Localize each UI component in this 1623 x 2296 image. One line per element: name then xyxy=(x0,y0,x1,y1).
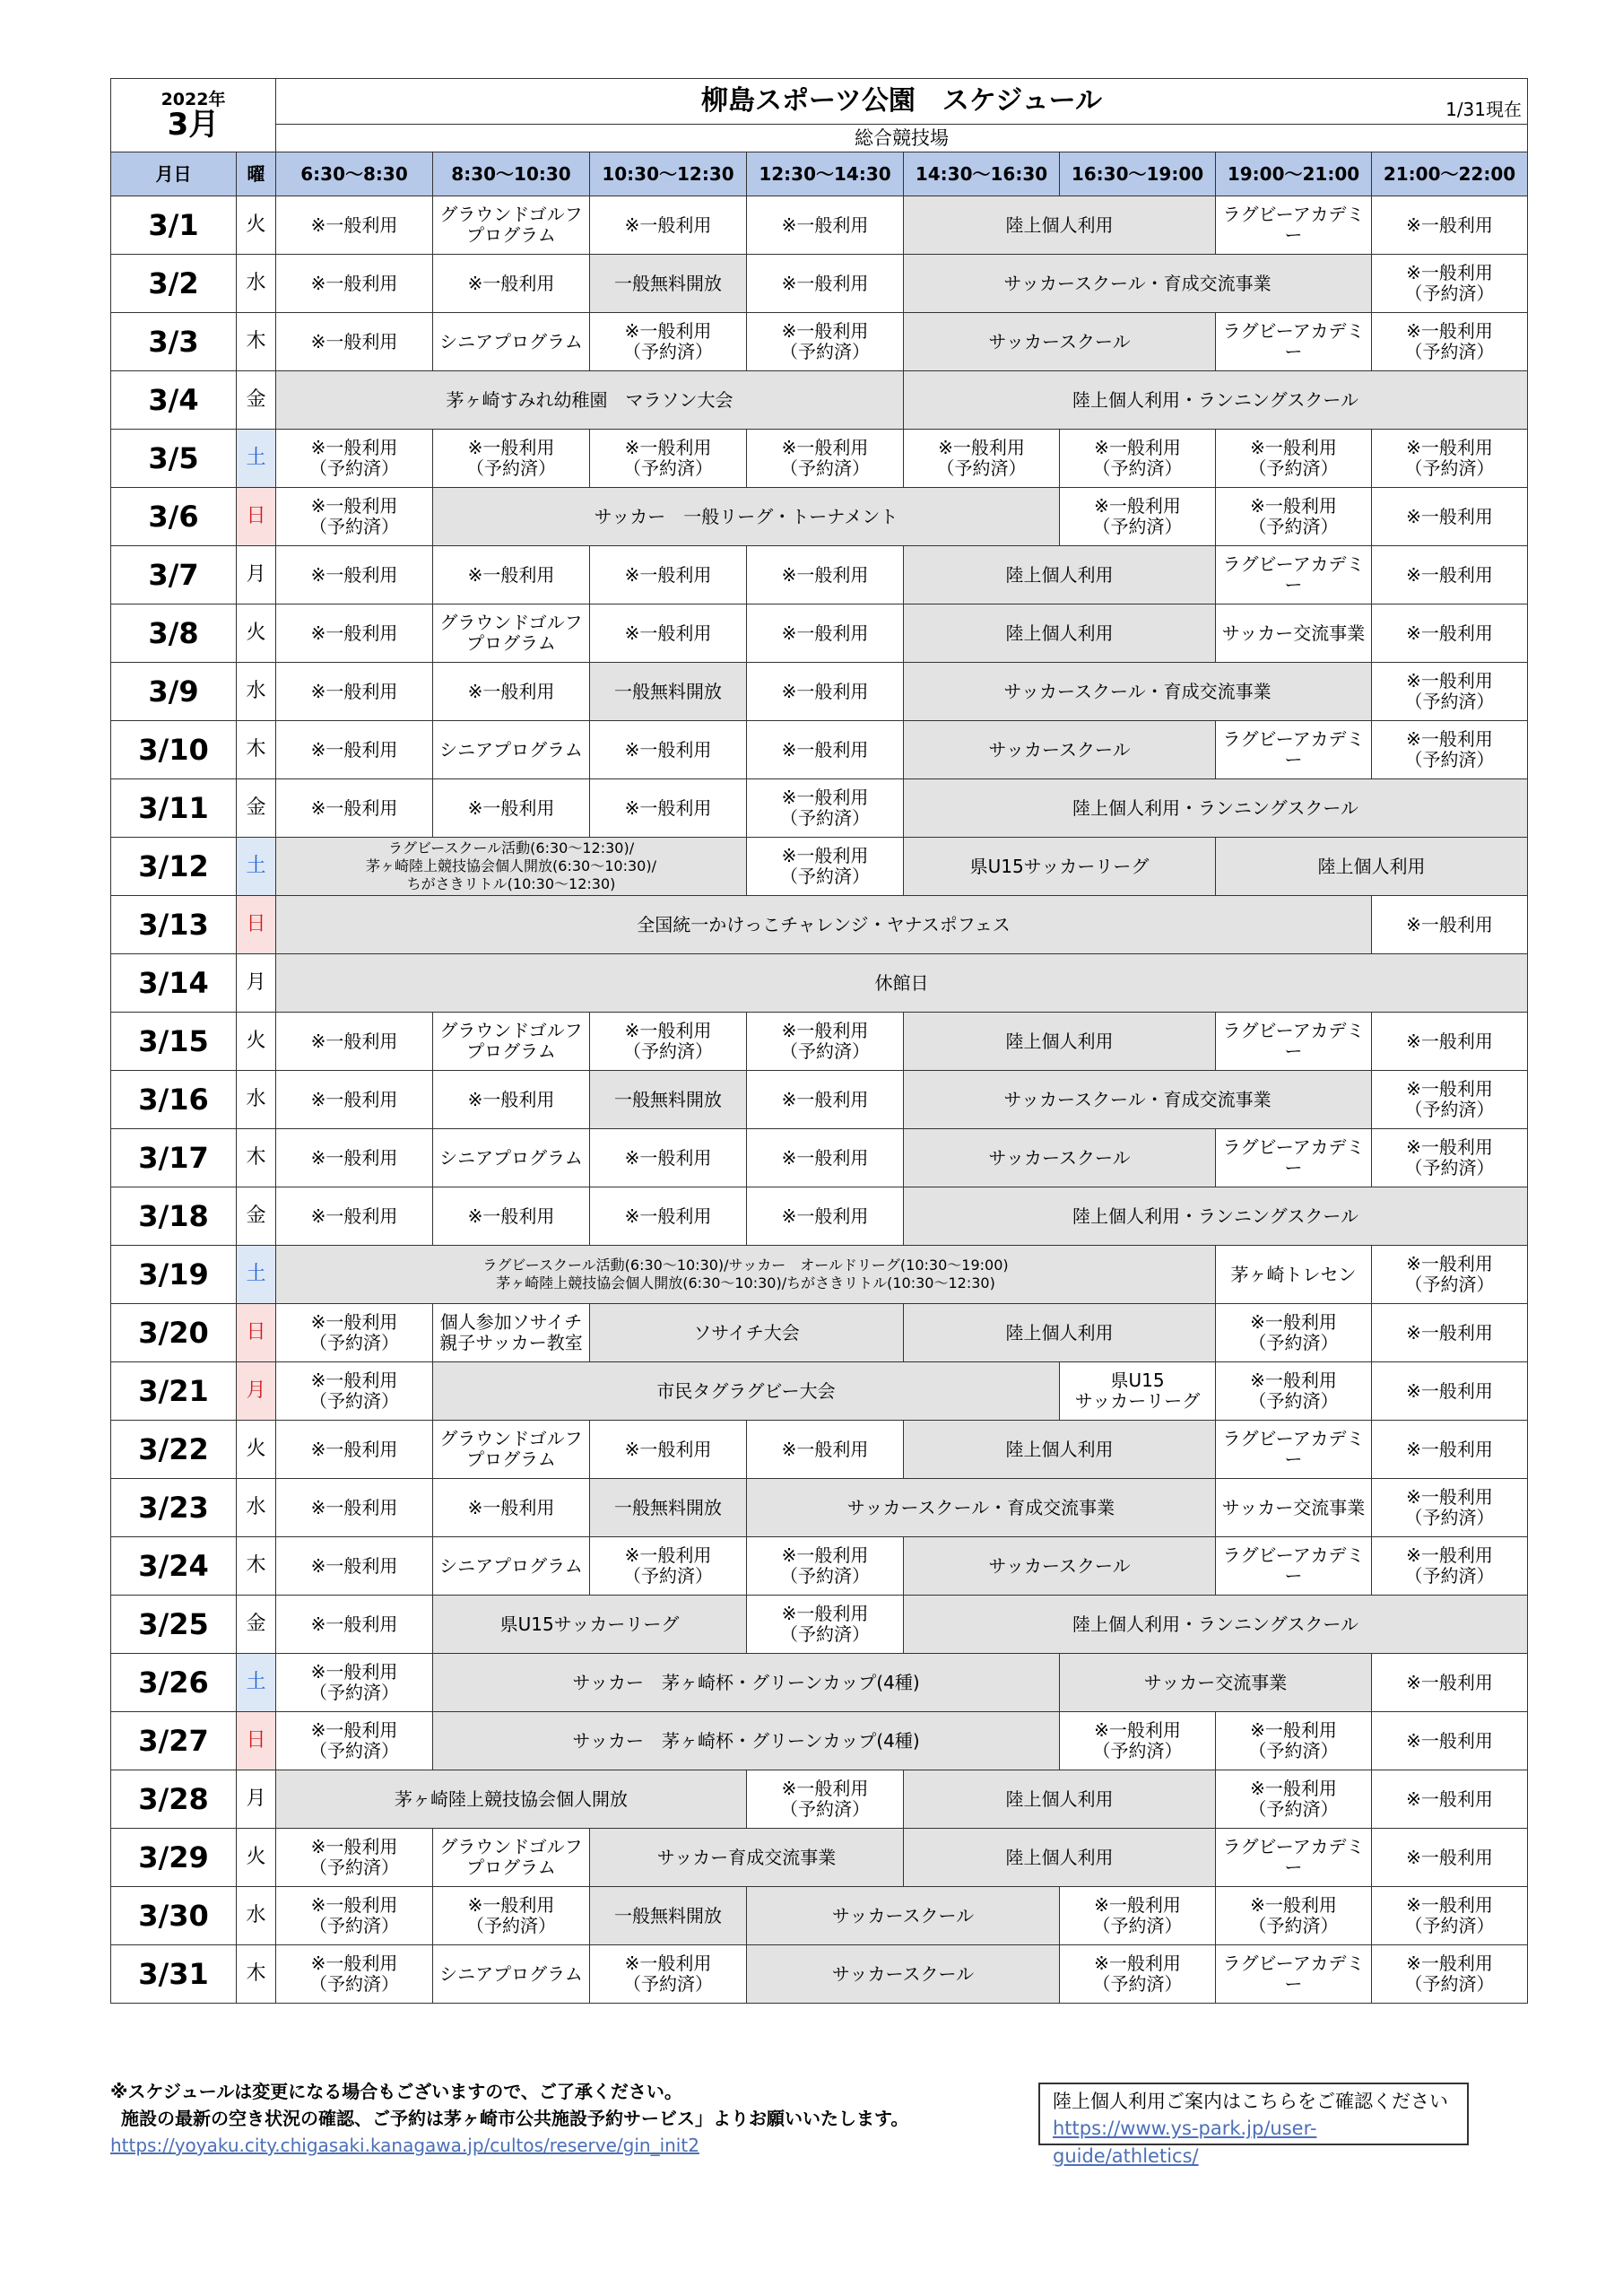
slot-cell: 県U15サッカーリーグ xyxy=(433,1596,747,1654)
schedule-row xyxy=(111,546,1528,604)
slot-cell: ※一般利用 （予約済） xyxy=(904,430,1060,488)
slot-cell: ※一般利用 xyxy=(747,1129,904,1187)
slot-cell: 陸上個人利用・ランニングスクール xyxy=(904,1187,1528,1246)
weekday-cell: 水 xyxy=(237,1887,276,1945)
slot-cell: 陸上個人利用・ランニングスクール xyxy=(904,1596,1528,1654)
slot-cell: 一般無料開放 xyxy=(590,1071,747,1129)
slot-cell: ※一般利用 （予約済） xyxy=(1372,1071,1528,1129)
col-header-slot: 8:30～10:30 xyxy=(433,152,590,196)
date-cell: 3/10 xyxy=(111,721,237,779)
slot-cell: ※一般利用 xyxy=(590,779,747,838)
slot-cell: 陸上個人利用 xyxy=(904,1013,1216,1071)
slot-cell: ※一般利用 （予約済） xyxy=(1372,1887,1528,1945)
schedule-row xyxy=(111,1712,1528,1770)
schedule-table xyxy=(110,78,1528,2004)
date-cell: 3/16 xyxy=(111,1071,237,1129)
weekday-cell: 月 xyxy=(237,1770,276,1829)
slot-cell: ※一般利用 （予約済） xyxy=(1216,1770,1372,1829)
slot-cell: ※一般利用 xyxy=(276,663,433,721)
slot-cell: 個人参加ソサイチ 親子サッカー教室 xyxy=(433,1304,590,1362)
slot-cell: 陸上個人利用 xyxy=(904,604,1216,663)
slot-cell: ※一般利用 xyxy=(1372,1421,1528,1479)
weekday-cell: 土 xyxy=(237,838,276,896)
schedule-row xyxy=(111,430,1528,488)
slot-cell: ラグビーアカデミー xyxy=(1216,1829,1372,1887)
schedule-row xyxy=(111,1596,1528,1654)
slot-cell: 一般無料開放 xyxy=(590,663,747,721)
slot-cell: ※一般利用 xyxy=(433,1187,590,1246)
slot-cell: サッカースクール xyxy=(747,1945,1060,2004)
slot-cell: ※一般利用 xyxy=(747,663,904,721)
column-header-row xyxy=(111,152,1528,196)
weekday-cell: 火 xyxy=(237,196,276,255)
slot-cell: ※一般利用 xyxy=(590,1129,747,1187)
as-of-date: 1/31現在 xyxy=(1445,99,1523,120)
weekday-cell: 水 xyxy=(237,663,276,721)
slot-cell: ※一般利用 xyxy=(1372,1770,1528,1829)
weekday-cell: 水 xyxy=(237,1071,276,1129)
date-cell: 3/30 xyxy=(111,1887,237,1945)
slot-cell: ※一般利用 （予約済） xyxy=(747,838,904,896)
slot-cell: サッカースクール xyxy=(904,1129,1216,1187)
slot-cell: グラウンドゴルフ プログラム xyxy=(433,196,590,255)
col-header-slot: 14:30～16:30 xyxy=(904,152,1060,196)
weekday-cell: 土 xyxy=(237,1246,276,1304)
slot-cell: ※一般利用 （予約済） xyxy=(276,488,433,546)
slot-cell: ※一般利用 （予約済） xyxy=(1216,1362,1372,1421)
col-header-slot: 21:00～22:00 xyxy=(1372,152,1528,196)
year-label: 2022年 xyxy=(161,89,226,109)
slot-cell: ※一般利用 xyxy=(747,721,904,779)
slot-cell: 一般無料開放 xyxy=(590,1887,747,1945)
slot-cell: ※一般利用 xyxy=(276,546,433,604)
date-cell: 3/9 xyxy=(111,663,237,721)
schedule-row xyxy=(111,313,1528,371)
date-cell: 3/12 xyxy=(111,838,237,896)
slot-cell: サッカースクール・育成交流事業 xyxy=(904,255,1372,313)
slot-cell: グラウンドゴルフ プログラム xyxy=(433,1829,590,1887)
date-cell: 3/14 xyxy=(111,954,237,1013)
weekday-cell: 金 xyxy=(237,371,276,430)
weekday-cell: 火 xyxy=(237,1421,276,1479)
date-cell: 3/5 xyxy=(111,430,237,488)
weekday-cell: 金 xyxy=(237,779,276,838)
slot-cell: ※一般利用 xyxy=(1372,604,1528,663)
slot-cell: 休館日 xyxy=(276,954,1528,1013)
schedule-row xyxy=(111,663,1528,721)
slot-cell: シニアプログラム xyxy=(433,1537,590,1596)
schedule-row xyxy=(111,1304,1528,1362)
slot-cell: シニアプログラム xyxy=(433,1945,590,2004)
schedule-row xyxy=(111,1013,1528,1071)
col-header-dow: 曜 xyxy=(237,152,276,196)
slot-cell: ラグビーアカデミー xyxy=(1216,1013,1372,1071)
slot-cell: ※一般利用 （予約済） xyxy=(1372,1246,1528,1304)
slot-cell: ※一般利用 xyxy=(590,1421,747,1479)
schedule-row xyxy=(111,1829,1528,1887)
col-header-slot: 19:00～21:00 xyxy=(1216,152,1372,196)
slot-cell: ※一般利用 xyxy=(433,663,590,721)
slot-cell: ※一般利用 （予約済） xyxy=(276,1945,433,2004)
col-header-slot: 16:30～19:00 xyxy=(1060,152,1216,196)
slot-cell: ※一般利用 xyxy=(747,1071,904,1129)
schedule-row xyxy=(111,488,1528,546)
slot-cell: 陸上個人利用 xyxy=(904,1770,1216,1829)
schedule-row xyxy=(111,1945,1528,2004)
slot-cell: ※一般利用 （予約済） xyxy=(747,313,904,371)
slot-cell: ※一般利用 xyxy=(590,1187,747,1246)
slot-cell: ※一般利用 xyxy=(433,546,590,604)
slot-cell: ※一般利用 （予約済） xyxy=(1372,255,1528,313)
slot-cell: グラウンドゴルフ プログラム xyxy=(433,1013,590,1071)
slot-cell: ※一般利用 xyxy=(433,1071,590,1129)
slot-cell: サッカースクール・育成交流事業 xyxy=(904,1071,1372,1129)
date-cell: 3/4 xyxy=(111,371,237,430)
slot-cell: ※一般利用 （予約済） xyxy=(276,430,433,488)
slot-cell: ※一般利用 xyxy=(1372,1304,1528,1362)
slot-cell: シニアプログラム xyxy=(433,721,590,779)
schedule-row xyxy=(111,954,1528,1013)
slot-cell: 茅ヶ崎陸上競技協会個人開放 xyxy=(276,1770,747,1829)
slot-cell: ※一般利用 （予約済） xyxy=(590,1013,747,1071)
col-header-slot: 12:30～14:30 xyxy=(747,152,904,196)
slot-cell: ※一般利用 （予約済） xyxy=(1372,663,1528,721)
facility-name: 総合競技場 xyxy=(276,125,1528,152)
slot-cell: サッカースクール xyxy=(904,1537,1216,1596)
date-cell: 3/24 xyxy=(111,1537,237,1596)
schedule-row xyxy=(111,604,1528,663)
weekday-cell: 金 xyxy=(237,1596,276,1654)
slot-cell: 茅ヶ崎トレセン xyxy=(1216,1246,1372,1304)
slot-cell: ※一般利用 （予約済） xyxy=(433,430,590,488)
slot-cell: 陸上個人利用・ランニングスクール xyxy=(904,371,1528,430)
schedule-row xyxy=(111,1537,1528,1596)
slot-cell: ※一般利用 xyxy=(1372,1654,1528,1712)
slot-cell: ※一般利用 （予約済） xyxy=(747,430,904,488)
slot-cell: 陸上個人利用 xyxy=(1216,838,1528,896)
reservation-link[interactable]: https://yoyaku.city.chigasaki.kanagawa.jp/cultos/reserve/gin_init2 xyxy=(110,2135,699,2156)
slot-cell: グラウンドゴルフ プログラム xyxy=(433,604,590,663)
schedule-row xyxy=(111,896,1528,954)
weekday-cell: 火 xyxy=(237,1829,276,1887)
schedule-row xyxy=(111,1479,1528,1537)
weekday-cell: 土 xyxy=(237,430,276,488)
schedule-row xyxy=(111,1129,1528,1187)
slot-cell: ※一般利用 xyxy=(276,1187,433,1246)
slot-cell: ※一般利用 （予約済） xyxy=(1216,488,1372,546)
weekday-cell: 木 xyxy=(237,721,276,779)
slot-cell: ※一般利用 xyxy=(433,1479,590,1537)
slot-cell: ※一般利用 xyxy=(276,1421,433,1479)
slot-cell: ※一般利用 xyxy=(433,779,590,838)
schedule-row xyxy=(111,779,1528,838)
slot-cell: ※一般利用 （予約済） xyxy=(276,1304,433,1362)
weekday-cell: 日 xyxy=(237,896,276,954)
slot-cell: ※一般利用 xyxy=(1372,1013,1528,1071)
weekday-cell: 水 xyxy=(237,255,276,313)
date-cell: 3/31 xyxy=(111,1945,237,2004)
slot-cell: 陸上個人利用 xyxy=(904,1829,1216,1887)
note-reservation: 施設の最新の空き状況の確認、ご予約は茅ヶ崎市公共施設予約サービス」よりお願いいたします。 xyxy=(121,2108,909,2129)
slot-cell: ※一般利用 xyxy=(276,779,433,838)
schedule-row xyxy=(111,721,1528,779)
slot-cell: 県U15サッカーリーグ xyxy=(904,838,1216,896)
slot-cell: ※一般利用 （予約済） xyxy=(747,1770,904,1829)
slot-cell: ラグビーアカデミー xyxy=(1216,1945,1372,2004)
slot-cell: ラグビーアカデミー xyxy=(1216,1421,1372,1479)
col-header-slot: 6:30～8:30 xyxy=(276,152,433,196)
slot-cell: ※一般利用 xyxy=(747,1187,904,1246)
slot-cell: ※一般利用 xyxy=(276,255,433,313)
weekday-cell: 木 xyxy=(237,313,276,371)
schedule-row xyxy=(111,1421,1528,1479)
slot-cell: ※一般利用 （予約済） xyxy=(1216,430,1372,488)
schedule-row xyxy=(111,1654,1528,1712)
slot-cell: ソサイチ大会 xyxy=(590,1304,904,1362)
info-box-text: 陸上個人利用ご案内はこちらをご確認ください xyxy=(1053,2091,1448,2112)
date-cell: 3/21 xyxy=(111,1362,237,1421)
slot-cell: ※一般利用 xyxy=(1372,1712,1528,1770)
schedule-row xyxy=(111,838,1528,896)
slot-cell: ※一般利用 xyxy=(747,1421,904,1479)
slot-cell: 一般無料開放 xyxy=(590,255,747,313)
slot-cell: ※一般利用 xyxy=(276,721,433,779)
slot-cell: 全国統一かけっこチャレンジ・ヤナスポフェス xyxy=(276,896,1372,954)
note-change-disclaimer: ※スケジュールは変更になる場合もございますので、ご了承ください。 xyxy=(110,2081,682,2102)
slot-cell: ※一般利用 （予約済） xyxy=(1060,430,1216,488)
weekday-cell: 火 xyxy=(237,604,276,663)
slot-cell: 陸上個人利用 xyxy=(904,196,1216,255)
slot-cell: ※一般利用 xyxy=(433,255,590,313)
weekday-cell: 金 xyxy=(237,1187,276,1246)
schedule-row xyxy=(111,1887,1528,1945)
slot-cell: ラグビーアカデミー xyxy=(1216,721,1372,779)
weekday-cell: 月 xyxy=(237,954,276,1013)
slot-cell: ※一般利用 xyxy=(276,313,433,371)
date-cell: 3/25 xyxy=(111,1596,237,1654)
slot-cell: サッカー交流事業 xyxy=(1216,1479,1372,1537)
slot-cell: ※一般利用 xyxy=(1372,1829,1528,1887)
schedule-row xyxy=(111,1246,1528,1304)
weekday-cell: 日 xyxy=(237,1304,276,1362)
slot-cell: ※一般利用 （予約済） xyxy=(747,1537,904,1596)
month-label: 3月 xyxy=(167,107,220,144)
date-cell: 3/11 xyxy=(111,779,237,838)
date-cell: 3/19 xyxy=(111,1246,237,1304)
title-cell xyxy=(276,79,1528,125)
slot-cell: ※一般利用 （予約済） xyxy=(1372,1537,1528,1596)
date-cell: 3/3 xyxy=(111,313,237,371)
slot-cell: ※一般利用 xyxy=(276,1479,433,1537)
date-cell: 3/18 xyxy=(111,1187,237,1246)
slot-cell: ※一般利用 xyxy=(747,546,904,604)
slot-cell: ※一般利用 （予約済） xyxy=(590,1945,747,2004)
slot-cell: 市民タグラグビー大会 xyxy=(433,1362,1060,1421)
date-cell: 3/2 xyxy=(111,255,237,313)
slot-cell: ※一般利用 （予約済） xyxy=(590,1537,747,1596)
date-cell: 3/17 xyxy=(111,1129,237,1187)
weekday-cell: 土 xyxy=(237,1654,276,1712)
slot-cell: ※一般利用 xyxy=(276,1013,433,1071)
slot-cell: ※一般利用 xyxy=(276,1596,433,1654)
slot-cell: ※一般利用 （予約済） xyxy=(1060,1712,1216,1770)
slot-cell: ※一般利用 （予約済） xyxy=(1372,1129,1528,1187)
slot-cell: サッカー 茅ヶ崎杯・グリーンカップ(4種) xyxy=(433,1712,1060,1770)
slot-cell: ※一般利用 xyxy=(276,196,433,255)
slot-cell: ※一般利用 xyxy=(747,255,904,313)
slot-cell: 県U15 サッカーリーグ xyxy=(1060,1362,1216,1421)
slot-cell: ※一般利用 xyxy=(276,1537,433,1596)
weekday-cell: 水 xyxy=(237,1479,276,1537)
slot-cell: ※一般利用 （予約済） xyxy=(1060,488,1216,546)
schedule-row xyxy=(111,255,1528,313)
date-cell: 3/28 xyxy=(111,1770,237,1829)
schedule-row xyxy=(111,1071,1528,1129)
slot-cell: ※一般利用 （予約済） xyxy=(1372,430,1528,488)
slot-cell: 陸上個人利用 xyxy=(904,1421,1216,1479)
col-header-date: 月日 xyxy=(111,152,237,196)
date-cell: 3/23 xyxy=(111,1479,237,1537)
slot-cell: サッカースクール・育成交流事業 xyxy=(904,663,1372,721)
slot-cell: ※一般利用 xyxy=(1372,488,1528,546)
slot-cell: シニアプログラム xyxy=(433,313,590,371)
slot-cell: サッカースクール・育成交流事業 xyxy=(747,1479,1216,1537)
slot-cell: ラグビーアカデミー xyxy=(1216,1537,1372,1596)
schedule-sheet xyxy=(110,78,1527,2078)
weekday-cell: 月 xyxy=(237,1362,276,1421)
slot-cell: ※一般利用 xyxy=(747,196,904,255)
page-title: 柳島スポーツ公園 スケジュール xyxy=(701,84,1103,117)
slot-cell: ※一般利用 （予約済） xyxy=(590,430,747,488)
date-cell: 3/29 xyxy=(111,1829,237,1887)
slot-cell: シニアプログラム xyxy=(433,1129,590,1187)
year-month-cell xyxy=(111,79,276,152)
slot-cell: ※一般利用 xyxy=(1372,196,1528,255)
slot-cell: ※一般利用 （予約済） xyxy=(747,1013,904,1071)
date-cell: 3/6 xyxy=(111,488,237,546)
slot-cell: ※一般利用 （予約済） xyxy=(1372,1479,1528,1537)
slot-cell: ラグビースクール活動(6:30～12:30)/ 茅ヶ崎陸上競技協会個人開放(6:30～10:30)/ ちがさきリトル(10:30～12:30) xyxy=(276,838,747,896)
slot-cell: ※一般利用 xyxy=(1372,896,1528,954)
slot-cell: ※一般利用 （予約済） xyxy=(276,1712,433,1770)
slot-cell: ※一般利用 （予約済） xyxy=(1060,1887,1216,1945)
slot-cell: ※一般利用 （予約済） xyxy=(1216,1887,1372,1945)
slot-cell: 茅ヶ崎すみれ幼稚園 マラソン大会 xyxy=(276,371,904,430)
col-header-slot: 10:30～12:30 xyxy=(590,152,747,196)
slot-cell: ※一般利用 xyxy=(276,604,433,663)
slot-cell: ※一般利用 （予約済） xyxy=(433,1887,590,1945)
slot-cell: ラグビーアカデミー xyxy=(1216,546,1372,604)
slot-cell: ※一般利用 （予約済） xyxy=(1216,1712,1372,1770)
date-cell: 3/15 xyxy=(111,1013,237,1071)
slot-cell: ※一般利用 （予約済） xyxy=(1060,1945,1216,2004)
slot-cell: ※一般利用 （予約済） xyxy=(1216,1304,1372,1362)
slot-cell: 陸上個人利用・ランニングスクール xyxy=(904,779,1528,838)
date-cell: 3/1 xyxy=(111,196,237,255)
weekday-cell: 木 xyxy=(237,1129,276,1187)
slot-cell: サッカースクール xyxy=(904,313,1216,371)
slot-cell: ※一般利用 （予約済） xyxy=(1372,1945,1528,2004)
slot-cell: ※一般利用 xyxy=(276,1129,433,1187)
slot-cell: ※一般利用 xyxy=(1372,1362,1528,1421)
schedule-row xyxy=(111,1770,1528,1829)
weekday-cell: 木 xyxy=(237,1537,276,1596)
slot-cell: ※一般利用 xyxy=(590,604,747,663)
slot-cell: ※一般利用 （予約済） xyxy=(747,1596,904,1654)
slot-cell: サッカー交流事業 xyxy=(1060,1654,1372,1712)
slot-cell: ※一般利用 （予約済） xyxy=(276,1829,433,1887)
slot-cell: サッカー 茅ヶ崎杯・グリーンカップ(4種) xyxy=(433,1654,1060,1712)
athletics-guide-link[interactable]: https://www.ys-park.jp/user-guide/athletics/ xyxy=(1053,2118,1317,2167)
slot-cell: ※一般利用 （予約済） xyxy=(1372,721,1528,779)
slot-cell: ※一般利用 （予約済） xyxy=(276,1887,433,1945)
slot-cell: 一般無料開放 xyxy=(590,1479,747,1537)
slot-cell: サッカースクール xyxy=(904,721,1216,779)
slot-cell: サッカー 一般リーグ・トーナメント xyxy=(433,488,1060,546)
date-cell: 3/22 xyxy=(111,1421,237,1479)
slot-cell: ラグビーアカデミー xyxy=(1216,196,1372,255)
slot-cell: サッカースクール xyxy=(747,1887,1060,1945)
schedule-row xyxy=(111,1187,1528,1246)
date-cell: 3/7 xyxy=(111,546,237,604)
slot-cell: 陸上個人利用 xyxy=(904,546,1216,604)
weekday-cell: 日 xyxy=(237,1712,276,1770)
weekday-cell: 木 xyxy=(237,1945,276,2004)
slot-cell: 陸上個人利用 xyxy=(904,1304,1216,1362)
weekday-cell: 月 xyxy=(237,546,276,604)
slot-cell: ※一般利用 （予約済） xyxy=(1372,313,1528,371)
date-cell: 3/26 xyxy=(111,1654,237,1712)
footer-notes xyxy=(110,2078,1007,2159)
slot-cell: ラグビーアカデミー xyxy=(1216,1129,1372,1187)
schedule-row xyxy=(111,371,1528,430)
slot-cell: サッカー交流事業 xyxy=(1216,604,1372,663)
slot-cell: ※一般利用 xyxy=(747,604,904,663)
slot-cell: グラウンドゴルフ プログラム xyxy=(433,1421,590,1479)
slot-cell: ※一般利用 xyxy=(590,721,747,779)
slot-cell: ※一般利用 （予約済） xyxy=(276,1362,433,1421)
slot-cell: ※一般利用 （予約済） xyxy=(276,1654,433,1712)
date-cell: 3/20 xyxy=(111,1304,237,1362)
schedule-row xyxy=(111,196,1528,255)
slot-cell: ※一般利用 （予約済） xyxy=(590,313,747,371)
slot-cell: ※一般利用 xyxy=(590,546,747,604)
date-cell: 3/13 xyxy=(111,896,237,954)
weekday-cell: 火 xyxy=(237,1013,276,1071)
slot-cell: ラグビーアカデミー xyxy=(1216,313,1372,371)
slot-cell: ※一般利用 xyxy=(276,1071,433,1129)
slot-cell: ※一般利用 xyxy=(590,196,747,255)
slot-cell: ラグビースクール活動(6:30～10:30)/サッカー オールドリーグ(10:30～19:00) 茅ヶ崎陸上競技協会個人開放(6:30～10:30)/ちがさきリトル(10:30～12:30) xyxy=(276,1246,1216,1304)
slot-cell: ※一般利用 （予約済） xyxy=(747,779,904,838)
date-cell: 3/27 xyxy=(111,1712,237,1770)
slot-cell: サッカー育成交流事業 xyxy=(590,1829,904,1887)
weekday-cell: 日 xyxy=(237,488,276,546)
athletics-info-box xyxy=(1038,2083,1469,2167)
date-cell: 3/8 xyxy=(111,604,237,663)
schedule-row xyxy=(111,1362,1528,1421)
slot-cell: ※一般利用 xyxy=(1372,546,1528,604)
